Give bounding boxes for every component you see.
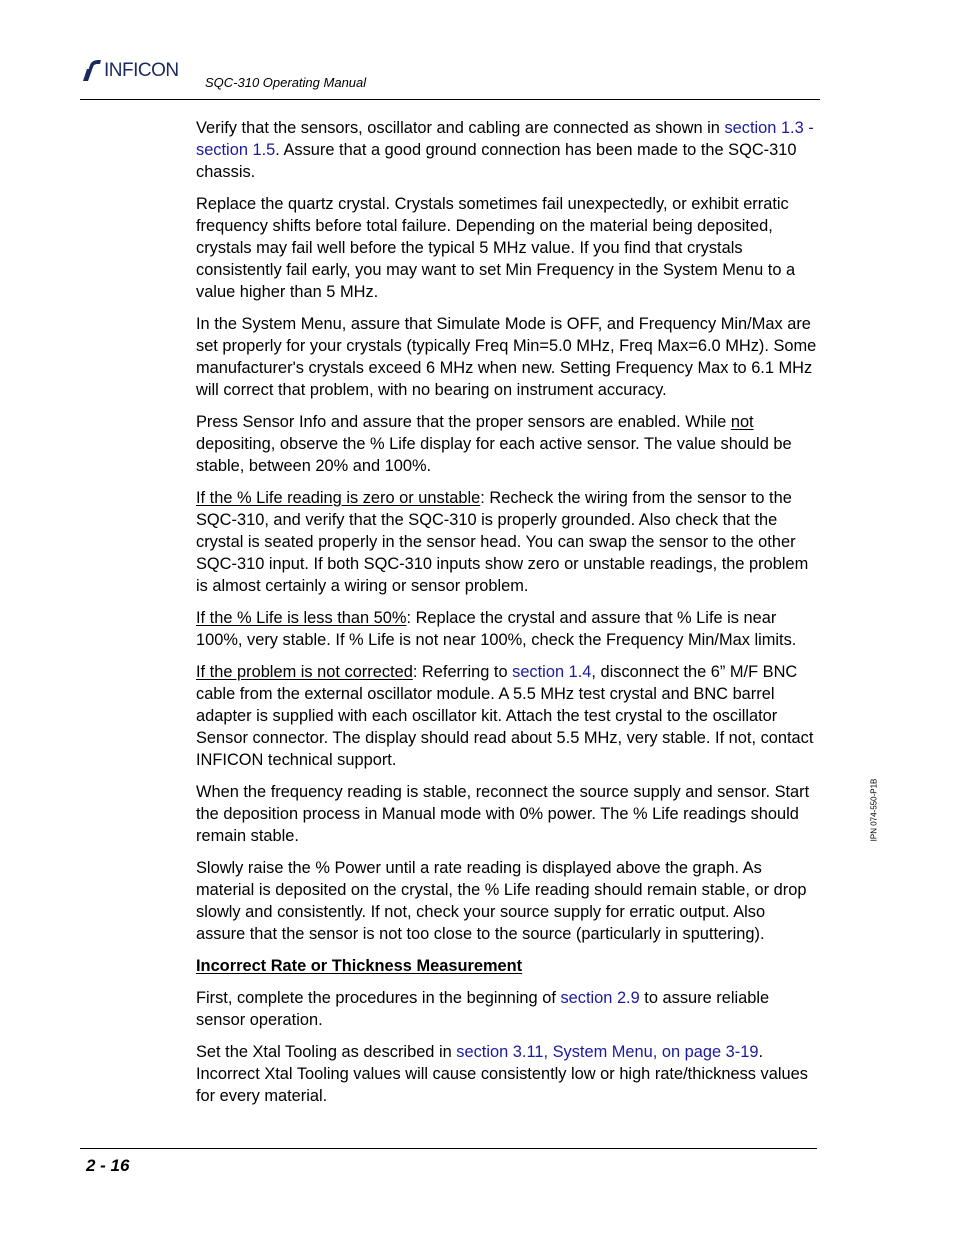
- paragraph: [196, 1041, 818, 1107]
- underlined-text: If the problem is not corrected: [196, 663, 413, 681]
- paragraph: [196, 487, 818, 597]
- section-link[interactable]: section 1.3: [724, 119, 804, 137]
- text: , disconnect the 6” M/F BNC cable from the external oscillator module. A 5.5 MHz test crystal and BNC barrel adapter is supplied with each oscillator kit. Attach the test crystal to the oscillator Sensor connector. The display should read about 5.5 MHz, very stable. If not, contact INFICON technical support.: [196, 663, 814, 769]
- underlined-text: not: [730, 413, 754, 431]
- manual-title: SQC-310 Operating Manual: [205, 75, 367, 90]
- paragraph: Slowly raise the % Power until a rate reading is displayed above the graph. As material is deposited on the crystal, the % Life reading should remain stable, or drop slowly and consistently. If not, check your source supply for erratic output. Also assure that the sensor is not too close to the source (particularly in sputtering).: [196, 859, 807, 943]
- text: -: [803, 119, 814, 137]
- page-content: [196, 117, 818, 1117]
- underlined-text: If the % Life reading is zero or unstable: [196, 489, 481, 507]
- text: Set the Xtal Tooling as described in: [196, 1043, 457, 1061]
- page-number: 2 - 16: [86, 1156, 130, 1175]
- paragraph: [196, 117, 818, 183]
- text: depositing, observe the % Life display for each active sensor. The value should be stable, between 20% and 100%.: [196, 435, 792, 475]
- paragraph: [196, 411, 818, 477]
- text: : Recheck the wiring from the sensor to the SQC-310, and verify that the SQC-310 is properly grounded. Also check that the crystal is seated properly in the sensor head. You can swap the sensor to the other SQC-310 input. If both SQC-310 inputs show zero or unstable readings, the problem is almost certainly a wiring or sensor problem.: [196, 489, 809, 595]
- paragraph: When the frequency reading is stable, reconnect the source supply and sensor. Start the deposition process in Manual mode with 0% power. The % Life readings should remain stable.: [196, 783, 810, 845]
- header-rule: [80, 99, 820, 100]
- inficon-logo: [82, 59, 179, 83]
- paragraph: [196, 661, 818, 771]
- section-link[interactable]: section 1.5: [196, 141, 276, 159]
- text: First, complete the procedures in the beginning of: [196, 989, 561, 1007]
- paragraph: In the System Menu, assure that Simulate Mode is OFF, and Frequency Min/Max are set properly for your crystals (typically Freq Min=5.0 MHz, Freq Max=6.0 MHz). Some manufacturer's crystals exceed 6 MHz when new. Setting Frequency Max to 6.1 MHz will correct that problem, with no bearing on instrument accuracy.: [196, 315, 817, 399]
- section-link[interactable]: section 3.11, System Menu, on page 3-19: [456, 1043, 759, 1061]
- document-id: IPN 074-550-P1B: [869, 778, 879, 842]
- section-link[interactable]: section 1.4: [512, 663, 592, 681]
- underlined-text: If the % Life is less than 50%: [196, 609, 407, 627]
- section-link[interactable]: section 2.9: [560, 989, 640, 1007]
- paragraph: Replace the quartz crystal. Crystals sometimes fail unexpectedly, or exhibit erratic frequency shifts before total failure. Depending on the material being deposited, crystals may fail well before the typical 5 MHz value. If you find that crystals consistently fail early, you may want to set Min Frequency in the System Menu to a value higher than 5 MHz.: [196, 195, 796, 301]
- text: . Incorrect Xtal Tooling values will cause consistently low or high rate/thickness values for every material.: [196, 1043, 808, 1105]
- paragraph: [196, 987, 818, 1031]
- text: Verify that the sensors, oscillator and cabling are connected as shown in: [196, 119, 725, 137]
- paragraph: [196, 607, 818, 651]
- inficon-logo-icon: [82, 59, 102, 83]
- text: : Referring to: [412, 663, 513, 681]
- logo-text: INFICON: [104, 60, 179, 81]
- section-heading: Incorrect Rate or Thickness Measurement: [196, 957, 523, 975]
- text: to assure reliable sensor operation.: [196, 989, 770, 1029]
- text: : Replace the crystal and assure that % Life is near 100%, very stable. If % Life is not near 100%, check the Frequency Min/Max limits.: [196, 609, 797, 649]
- text: . Assure that a good ground connection has been made to the SQC-310 chassis.: [196, 141, 797, 181]
- footer-rule: [80, 1148, 817, 1149]
- text: Press Sensor Info and assure that the proper sensors are enabled. While: [196, 413, 731, 431]
